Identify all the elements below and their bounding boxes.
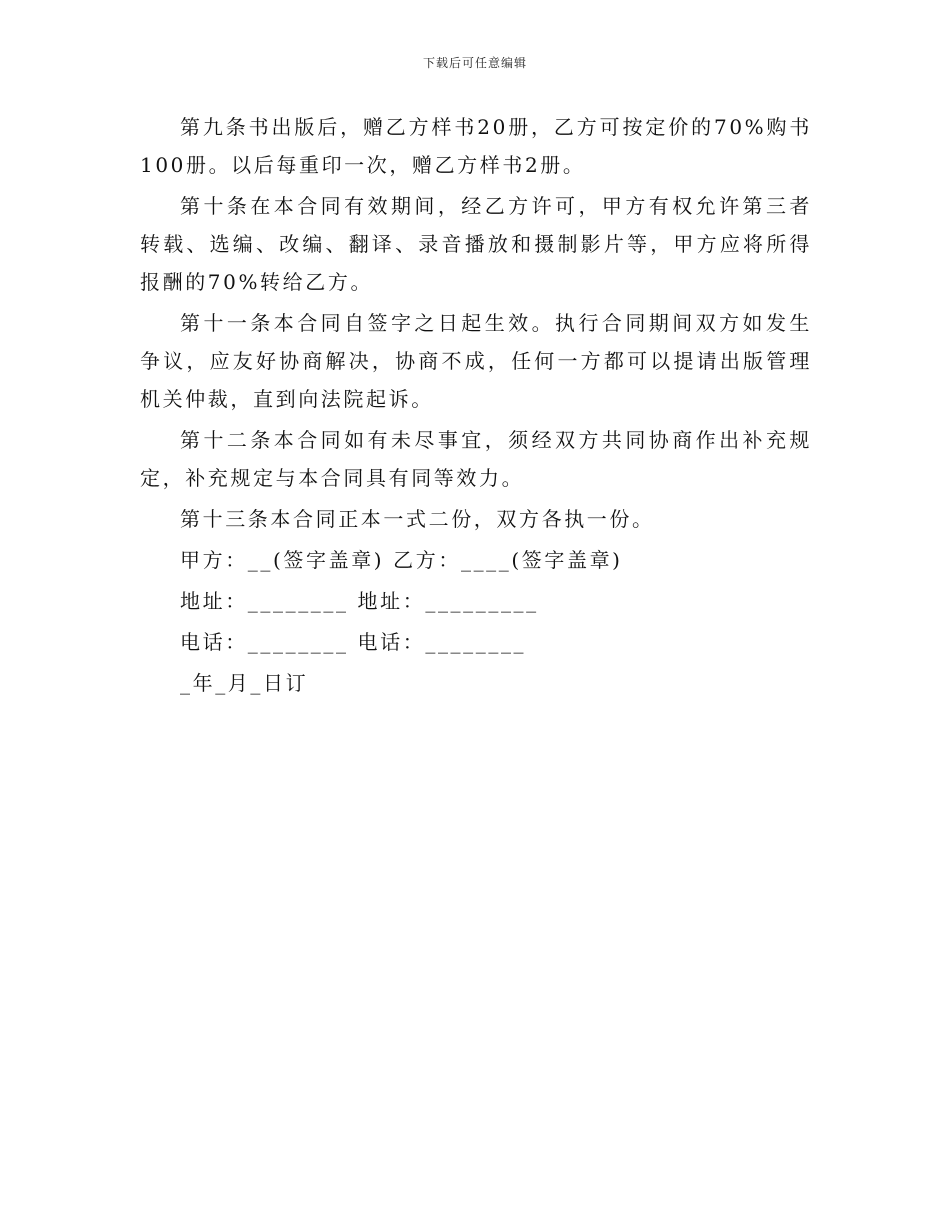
date-line: _年_月_日订 [180,671,309,695]
article-13-paragraph: 第十三条本合同正本一式二份，双方各执一份。 [180,507,655,531]
parties-signature-line: 甲方：__(签字盖章) 乙方：____(签字盖章) [180,548,623,572]
contract-body [140,108,812,705]
page-header: 下载后可任意编辑 [422,56,527,70]
phone-line: 电话：________ 电话：________ [180,630,527,654]
article-9-paragraph: 第九条书出版后，赠乙方样书20册，乙方可按定价的70%购书100册。以后每重印一次，赠乙方样书2册。 [140,115,812,177]
article-12-paragraph: 第十二条本合同如有未尽事宜，须经双方共同协商作出补充规定，补充规定与本合同具有同等效力。 [140,428,812,490]
signature-block [140,541,812,702]
article-11-paragraph: 第十一条本合同自签字之日起生效。执行合同期间双方如发生争议，应友好协商解决，协商不成，任何一方都可以提请出版管理机关仲裁，直到向法院起诉。 [140,311,812,411]
article-10-paragraph: 第十条在本合同有效期间，经乙方许可，甲方有权允许第三者转载、选编、改编、翻译、录音播放和摄制影片等，甲方应将所得报酬的70%转给乙方。 [140,194,812,294]
address-line: 地址：________ 地址：_________ [180,589,539,613]
